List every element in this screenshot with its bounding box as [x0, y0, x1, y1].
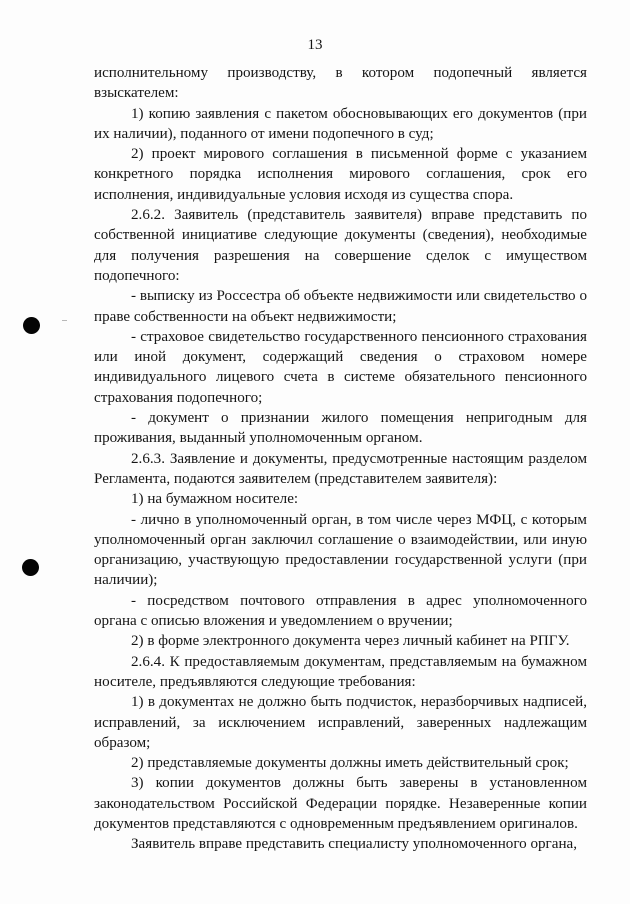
- paragraph: 2.6.2. Заявитель (представитель заявителя) вправе представить по собственной инициативе следующие документы (сведения), необходимые для получения разрешения на совершение сделок с имуществом подопечного:: [94, 207, 587, 284]
- paragraph: - страховое свидетельство государственного пенсионного страхования или иной документ, содержащий сведения о страховом номере индивидуального лицевого счета в системе обязательного пенсионного страхования подопечного;: [94, 328, 587, 406]
- paragraph: 2.6.3. Заявление и документы, предусмотренные настоящим разделом Регламента, подаются заявителем (представителем заявителя):: [94, 450, 587, 487]
- paragraph: 2) в форме электронного документа через личный кабинет на РПГУ.: [131, 633, 570, 650]
- document-body: [94, 63, 587, 855]
- paragraph: - лично в уполномоченный орган, в том числе через МФЦ, с которым уполномоченный орган заключил соглашение о взаимодействии, или иную организацию, участвующую предоставлении государственной услуги (при наличии);: [94, 511, 587, 589]
- punch-hole-mark: [23, 317, 40, 334]
- paragraph: 1) в документах не должно быть подчисток, неразборчивых надписей, исправлений, за исключением исправлений, заверенных надлежащим образом;: [94, 694, 587, 751]
- page-number: 13: [307, 37, 323, 53]
- punch-hole-mark: [22, 559, 39, 576]
- paragraph: 2) представляемые документы должны иметь действительный срок;: [131, 755, 569, 772]
- paragraph: 2.6.4. К предоставляемым документам, представляемым на бумажном носителе, предъявляются следующие требования:: [94, 653, 587, 690]
- paragraph: 2) проект мирового соглашения в письменной форме с указанием конкретного порядка исполнения мирового соглашения, срок его исполнения, индивидуальные условия исходя из существа спора.: [94, 146, 587, 203]
- paragraph: - посредством почтового отправления в адрес уполномоченного органа с описью вложения и уведомлением о вручении;: [94, 592, 587, 630]
- paragraph: 1) на бумажном носителе:: [131, 491, 299, 508]
- paragraph: Заявитель вправе представить специалисту уполномоченного органа,: [131, 836, 577, 853]
- paragraph: - документ о признании жилого помещения непригодным для проживания, выданный уполномоченным органом.: [94, 410, 587, 447]
- paragraph: исполнительному производству, в котором подопечный является взыскателем:: [94, 65, 587, 102]
- paragraph: 1) копию заявления с пакетом обосновывающих его документов (при их наличии), поданного от имени подопечного в суд;: [94, 105, 587, 142]
- paragraph: - выписку из Россестра об объекте недвижимости или свидетельство о праве собственности на объект недвижимости;: [94, 288, 587, 325]
- paragraph: 3) копии документов должны быть заверены в установленном законодательством Российской Федерации порядке. Незаверенные копии документов представляются с одновременным предъявлением оригиналов.: [94, 775, 587, 832]
- scan-artifact: [62, 320, 67, 321]
